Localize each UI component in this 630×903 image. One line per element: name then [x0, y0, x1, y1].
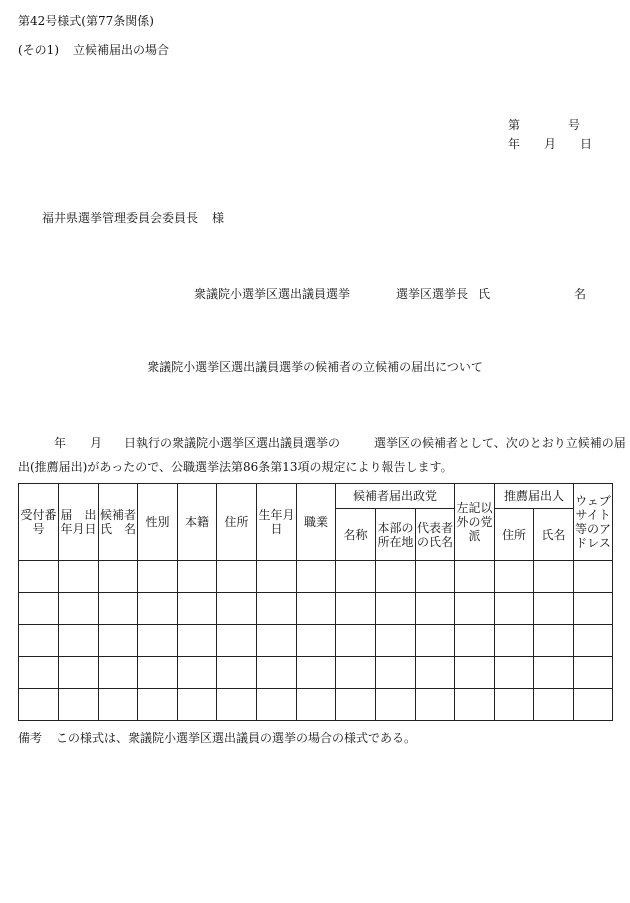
body-line-2: 出(推薦届出)があったので、公職選挙法第86条第13項の規定により報告します。: [18, 460, 453, 474]
table-cell[interactable]: [574, 561, 613, 593]
sender-line: [194, 287, 586, 302]
sender-district-chief: 選挙区選挙長: [396, 287, 469, 301]
document-number-suffix: 号: [568, 118, 581, 132]
table-cell[interactable]: [455, 625, 495, 657]
table-cell[interactable]: [574, 689, 613, 721]
table-cell[interactable]: [455, 657, 495, 689]
header-website: ウェブサイト等のアドレス: [574, 484, 613, 561]
table-cell[interactable]: [495, 593, 534, 625]
document-number-line: [508, 118, 580, 133]
table-cell[interactable]: [217, 689, 257, 721]
date-month: 月: [544, 137, 557, 151]
table-cell[interactable]: [257, 593, 297, 625]
table-cell[interactable]: [138, 689, 178, 721]
table-cell[interactable]: [455, 593, 495, 625]
body-district-text: 選挙区の候補者として、次のとおり立候補の届: [374, 436, 626, 450]
table-cell[interactable]: [297, 657, 336, 689]
table-cell[interactable]: [534, 625, 574, 657]
table-cell[interactable]: [495, 689, 534, 721]
table-cell[interactable]: [376, 625, 416, 657]
table-cell[interactable]: [99, 561, 138, 593]
table-cell[interactable]: [336, 625, 376, 657]
table-cell[interactable]: [416, 561, 455, 593]
table-cell[interactable]: [217, 657, 257, 689]
table-cell[interactable]: [257, 625, 297, 657]
header-birth-date: 生年月日: [257, 484, 297, 561]
table-cell[interactable]: [336, 561, 376, 593]
table-cell[interactable]: [99, 625, 138, 657]
header-party-group: 候補者届出政党: [336, 484, 455, 509]
table-cell[interactable]: [19, 625, 59, 657]
body-month: 月: [90, 436, 103, 450]
table-cell[interactable]: [297, 689, 336, 721]
table-cell[interactable]: [217, 625, 257, 657]
table-cell[interactable]: [178, 689, 217, 721]
table-row: [19, 657, 613, 689]
table-cell[interactable]: [376, 593, 416, 625]
table-cell[interactable]: [19, 561, 59, 593]
addressee: [42, 211, 224, 226]
table-cell[interactable]: [297, 561, 336, 593]
table-cell[interactable]: [336, 689, 376, 721]
addressee-honorific: 様: [212, 211, 225, 225]
table-cell[interactable]: [574, 593, 613, 625]
table-cell[interactable]: [19, 593, 59, 625]
table-cell[interactable]: [376, 689, 416, 721]
body-year: 年: [54, 436, 67, 450]
table-cell[interactable]: [455, 689, 495, 721]
header-address: 住所: [217, 484, 257, 561]
table-cell[interactable]: [59, 625, 99, 657]
table-cell[interactable]: [19, 689, 59, 721]
table-cell[interactable]: [416, 689, 455, 721]
header-rec-name: 氏名: [534, 509, 574, 561]
table-cell[interactable]: [534, 593, 574, 625]
sender-givenname-label: 名: [574, 287, 587, 301]
table-cell[interactable]: [257, 657, 297, 689]
form-number: 第42号様式(第77条関係): [18, 14, 154, 28]
header-occupation: 職業: [297, 484, 336, 561]
candidate-report-table: [18, 483, 613, 721]
document-number-prefix: 第: [508, 118, 521, 132]
header-rec-address: 住所: [495, 509, 534, 561]
table-row: [19, 625, 613, 657]
body-day-text: 日執行の衆議院小選挙区選出議員選挙の: [124, 436, 341, 450]
table-cell[interactable]: [138, 593, 178, 625]
sender-election: 衆議院小選挙区選出議員選挙: [194, 287, 351, 301]
document-title: 衆議院小選挙区選出議員選挙の候補者の立候補の届出について: [147, 360, 483, 374]
header-party-hq: 本部の所在地: [376, 509, 416, 561]
table-cell[interactable]: [138, 561, 178, 593]
header-recommender-group: 推薦届出人: [495, 484, 574, 509]
table-cell[interactable]: [257, 689, 297, 721]
header-gender: 性別: [138, 484, 178, 561]
table-cell[interactable]: [455, 561, 495, 593]
table-row: [19, 561, 613, 593]
table-cell[interactable]: [416, 625, 455, 657]
header-receipt-no: 受付番号: [19, 484, 59, 561]
table-cell[interactable]: [495, 657, 534, 689]
table-cell[interactable]: [336, 593, 376, 625]
date-day: 日: [580, 137, 593, 151]
table-cell[interactable]: [257, 561, 297, 593]
header-candidate-name: 候補者氏 名: [99, 484, 138, 561]
table-cell[interactable]: [297, 593, 336, 625]
table-row: [19, 689, 613, 721]
table-cell[interactable]: [178, 593, 217, 625]
table-cell[interactable]: [178, 625, 217, 657]
table-cell[interactable]: [217, 561, 257, 593]
subtitle-label: 立候補届出の場合: [73, 43, 170, 57]
document-date-line: [508, 137, 592, 152]
table-body: [19, 561, 613, 721]
table-cell[interactable]: [534, 657, 574, 689]
table-cell[interactable]: [138, 657, 178, 689]
body-line-1: [54, 436, 626, 451]
table-cell[interactable]: [99, 689, 138, 721]
sender-surname-label: 氏: [478, 287, 491, 301]
addressee-name: 福井県選挙管理委員会委員長: [42, 211, 199, 225]
subtitle-prefix: (その1): [18, 43, 59, 57]
table-cell[interactable]: [59, 561, 99, 593]
table-cell[interactable]: [178, 657, 217, 689]
table-cell[interactable]: [99, 657, 138, 689]
table-cell[interactable]: [534, 689, 574, 721]
table-cell[interactable]: [376, 561, 416, 593]
table-row: [19, 593, 613, 625]
remarks: [18, 731, 416, 746]
table-cell[interactable]: [574, 625, 613, 657]
table-cell[interactable]: [416, 593, 455, 625]
header-other-party: 左記以外の党派: [455, 484, 495, 561]
remarks-text: この様式は、衆議院小選挙区選出議員の選挙の場合の様式である。: [56, 731, 417, 745]
table-cell[interactable]: [376, 657, 416, 689]
table-cell[interactable]: [297, 625, 336, 657]
header-party-rep: 代表者の氏名: [416, 509, 455, 561]
header-registered-domicile: 本籍: [178, 484, 217, 561]
table-cell[interactable]: [19, 657, 59, 689]
table-cell[interactable]: [59, 689, 99, 721]
header-filing-date: 届 出年月日: [59, 484, 99, 561]
table-cell[interactable]: [217, 593, 257, 625]
table-cell[interactable]: [138, 625, 178, 657]
table-cell[interactable]: [59, 593, 99, 625]
form-subtitle: [18, 43, 169, 58]
table-cell[interactable]: [495, 625, 534, 657]
table-cell[interactable]: [178, 561, 217, 593]
table-cell[interactable]: [416, 657, 455, 689]
table-cell[interactable]: [495, 561, 534, 593]
table-cell[interactable]: [574, 657, 613, 689]
remarks-label: 備考: [18, 731, 43, 745]
table-cell[interactable]: [336, 657, 376, 689]
table-cell[interactable]: [534, 561, 574, 593]
table-cell[interactable]: [59, 657, 99, 689]
header-party-name: 名称: [336, 509, 376, 561]
table-cell[interactable]: [99, 593, 138, 625]
date-year: 年: [508, 137, 521, 151]
